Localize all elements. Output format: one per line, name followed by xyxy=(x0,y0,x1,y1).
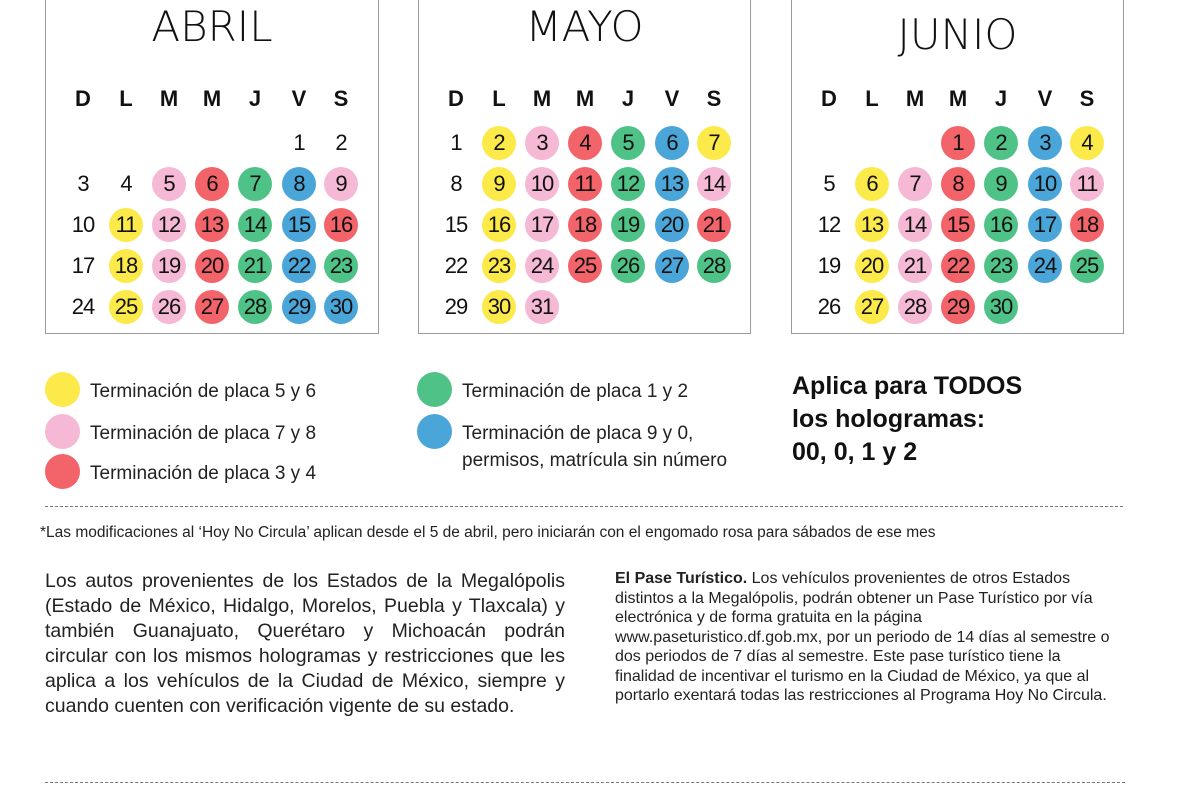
weekday-label: S xyxy=(706,86,722,111)
legend-label: Terminación de placa 5 y 6 xyxy=(90,381,317,402)
calendar-day: 4 xyxy=(568,126,602,160)
calendar-day: 15 xyxy=(444,212,468,237)
calendar-day: 6 xyxy=(855,167,889,201)
calendar-day: 18 xyxy=(1070,208,1104,242)
calendar-day: 3 xyxy=(525,126,559,160)
calendar-day: 21 xyxy=(697,208,731,242)
pase-turistico-lead: El Pase Turístico. xyxy=(615,570,748,587)
calendar-day: 29 xyxy=(941,290,975,324)
weekday-header xyxy=(46,86,378,116)
calendar-day: 24 xyxy=(525,249,559,283)
weekday-label: J xyxy=(621,86,635,111)
month-title: MAYO xyxy=(525,2,644,51)
calendar-day: 27 xyxy=(855,290,889,324)
calendar-day: 2 xyxy=(335,130,347,155)
calendar-day: 3 xyxy=(1028,126,1062,160)
calendar-day: 7 xyxy=(697,126,731,160)
legend-label: Terminación de placa 1 y 2 xyxy=(462,381,689,402)
green-dot-icon xyxy=(417,372,452,407)
calendar-day: 6 xyxy=(655,126,689,160)
calendar-day: 23 xyxy=(482,249,516,283)
calendar-day: 22 xyxy=(282,249,316,283)
calendar-day: 1 xyxy=(450,130,462,155)
legend-item-blue xyxy=(417,420,747,474)
calendar-day: 12 xyxy=(152,208,186,242)
divider xyxy=(45,506,1123,507)
calendar-day: 22 xyxy=(444,253,468,278)
weekday-label: S xyxy=(333,86,349,111)
calendar-day: 14 xyxy=(697,167,731,201)
calendar-day: 31 xyxy=(525,290,559,324)
weekday-label: D xyxy=(75,86,91,111)
calendar-day: 16 xyxy=(324,208,358,242)
calendar-day: 17 xyxy=(525,208,559,242)
weekday-label: V xyxy=(664,86,680,111)
legend-label: Terminación de placa 3 y 4 xyxy=(90,463,317,484)
calendar-may xyxy=(418,0,751,334)
calendar-day: 8 xyxy=(941,167,975,201)
calendar-day: 5 xyxy=(611,126,645,160)
footnote: *Las modificaciones al ‘Hoy No Circula’ aplican desde el 5 de abril, pero iniciarán con el engomado rosa para sábados de ese mes xyxy=(40,524,936,541)
calendar-day: 3 xyxy=(77,171,89,196)
weekday-label: M xyxy=(202,86,222,111)
calendar-day: 30 xyxy=(984,290,1018,324)
calendar-day: 26 xyxy=(817,294,841,319)
weekday-label: M xyxy=(575,86,595,111)
calendar-day: 23 xyxy=(324,249,358,283)
calendar-day: 16 xyxy=(482,208,516,242)
calendar-day: 7 xyxy=(238,167,272,201)
legend-item-green xyxy=(417,378,688,407)
month-title: ABRIL xyxy=(151,2,273,51)
hologram-note xyxy=(792,370,1022,469)
calendar-day: 29 xyxy=(444,294,468,319)
calendar-day: 7 xyxy=(898,167,932,201)
calendar-day: 20 xyxy=(855,249,889,283)
weekday-label: M xyxy=(159,86,179,111)
calendar-day: 6 xyxy=(195,167,229,201)
weekday-label: L xyxy=(492,86,506,111)
megalopolis-paragraph: Los autos provenientes de los Estados de la Megalópolis (Estado de México, Hidalgo, Morelos, Puebla y Tlaxcala) y también Guanajuato, Querétaro y Michoacán podrán circular con los mismos hologramas y restricciones que les aplica a los vehículos de la Ciudad de México, siempre y cuando cuenten con verificación vigente de su estado. xyxy=(45,570,565,717)
calendar-june xyxy=(791,0,1124,334)
calendar-day: 19 xyxy=(817,253,841,278)
calendar-day: 17 xyxy=(71,253,95,278)
calendar-day: 11 xyxy=(568,167,602,201)
blue-dot-icon xyxy=(417,414,452,449)
pink-dot-icon xyxy=(45,414,80,449)
calendar-day: 15 xyxy=(282,208,316,242)
weekday-label: V xyxy=(291,86,307,111)
pase-turistico-paragraph xyxy=(615,569,1115,706)
weekday-label: D xyxy=(448,86,464,111)
calendar-day: 24 xyxy=(71,294,95,319)
weekday-label: L xyxy=(865,86,879,111)
legend-item-yellow xyxy=(45,378,316,407)
calendar-day: 27 xyxy=(195,290,229,324)
legend-item-pink xyxy=(45,420,316,449)
calendar-day: 14 xyxy=(898,208,932,242)
calendar-day: 14 xyxy=(238,208,272,242)
hologram-note-line3: 00, 0, 1 y 2 xyxy=(792,438,918,466)
calendar-day: 4 xyxy=(120,171,132,196)
weekday-header xyxy=(792,86,1123,116)
legend-item-red xyxy=(45,460,316,489)
calendar-day: 23 xyxy=(984,249,1018,283)
calendar-day: 13 xyxy=(855,208,889,242)
calendar-day: 18 xyxy=(568,208,602,242)
calendar-day: 12 xyxy=(611,167,645,201)
calendar-day: 13 xyxy=(195,208,229,242)
weekday-label: D xyxy=(821,86,837,111)
calendar-day: 30 xyxy=(324,290,358,324)
weekday-label: M xyxy=(905,86,925,111)
calendar-day: 21 xyxy=(238,249,272,283)
calendar-day: 20 xyxy=(195,249,229,283)
calendar-day: 26 xyxy=(611,249,645,283)
weekday-label: V xyxy=(1037,86,1053,111)
calendar-day: 15 xyxy=(941,208,975,242)
calendar-day: 16 xyxy=(984,208,1018,242)
calendar-april xyxy=(45,0,379,334)
month-title: JUNIO xyxy=(897,10,1018,59)
weekday-header xyxy=(419,86,750,116)
weekday-label: L xyxy=(119,86,133,111)
calendar-day: 29 xyxy=(282,290,316,324)
hologram-note-line2: los hologramas: xyxy=(792,405,986,433)
calendar-day: 1 xyxy=(293,130,305,155)
calendar-day: 21 xyxy=(898,249,932,283)
calendar-day: 28 xyxy=(697,249,731,283)
calendar-day: 19 xyxy=(152,249,186,283)
calendar-day: 26 xyxy=(152,290,186,324)
calendar-day: 10 xyxy=(525,167,559,201)
calendar-day: 10 xyxy=(71,212,95,237)
calendar-day: 17 xyxy=(1028,208,1062,242)
calendar-day: 25 xyxy=(109,290,143,324)
calendar-day: 20 xyxy=(655,208,689,242)
calendar-day: 1 xyxy=(941,126,975,160)
calendar-day: 28 xyxy=(898,290,932,324)
calendar-day: 9 xyxy=(984,167,1018,201)
calendar-day: 2 xyxy=(984,126,1018,160)
calendar-day: 30 xyxy=(482,290,516,324)
weekday-label: S xyxy=(1079,86,1095,111)
calendar-day: 10 xyxy=(1028,167,1062,201)
pase-turistico-body: Los vehículos provenientes de otros Estados distintos a la Megalópolis, podrán obtener un Pase Turístico por vía electrónica y de forma gratuita en la página www.paseturistico.df.gob.mx, por un periodo de 14 días al semestre o dos periodos de 7 días al semestre. Este pase turístico tiene la finalidad de incentivar el turismo en la Ciudad de México, ya que al portarlo exentará todas las restricciones al Programa Hoy No Circula. xyxy=(615,570,1110,704)
calendar-day: 8 xyxy=(450,171,462,196)
weekday-label: J xyxy=(248,86,262,111)
calendar-day: 18 xyxy=(109,249,143,283)
calendar-day: 11 xyxy=(1070,167,1104,201)
calendar-day: 8 xyxy=(282,167,316,201)
calendar-day: 22 xyxy=(941,249,975,283)
red-dot-icon xyxy=(45,454,80,489)
legend-label: Terminación de placa 7 y 8 xyxy=(90,423,317,444)
calendar-day: 11 xyxy=(109,208,143,242)
weekday-label: M xyxy=(532,86,552,111)
calendar-day: 5 xyxy=(823,171,835,196)
divider xyxy=(45,782,1125,783)
calendar-day: 9 xyxy=(482,167,516,201)
yellow-dot-icon xyxy=(45,372,80,407)
calendar-day: 13 xyxy=(655,167,689,201)
calendar-day: 24 xyxy=(1028,249,1062,283)
calendar-day: 9 xyxy=(324,167,358,201)
hologram-note-line1: Aplica para TODOS xyxy=(792,372,1023,400)
legend-label: Terminación de placa 9 y 0, permisos, matrícula sin número xyxy=(462,423,728,471)
calendar-day: 25 xyxy=(568,249,602,283)
weekday-label: M xyxy=(948,86,968,111)
weekday-label: J xyxy=(994,86,1008,111)
calendar-day: 28 xyxy=(238,290,272,324)
calendar-day: 19 xyxy=(611,208,645,242)
calendar-day: 25 xyxy=(1070,249,1104,283)
calendar-day: 2 xyxy=(482,126,516,160)
calendar-day: 4 xyxy=(1070,126,1104,160)
calendar-day: 12 xyxy=(817,212,841,237)
calendar-day: 5 xyxy=(152,167,186,201)
calendar-day: 27 xyxy=(655,249,689,283)
